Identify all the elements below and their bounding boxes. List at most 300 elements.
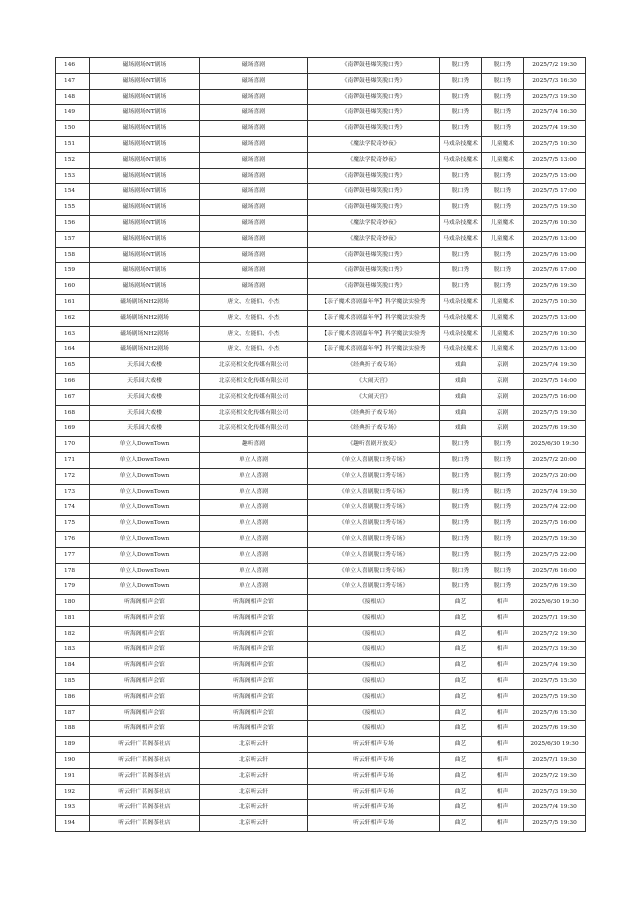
program-title-cell: 《南锣鼓巷爆笑脱口秀》 xyxy=(308,168,440,184)
category-cell: 曲艺 xyxy=(440,689,482,705)
venue-cell: 单立人DownTown xyxy=(90,452,200,468)
venue-cell: 磁场剧场NT剧场 xyxy=(90,152,200,168)
venue-cell: 磁场剧场NH2剧场 xyxy=(90,326,200,342)
venue-cell: 单立人DownTown xyxy=(90,547,200,563)
organizer-cell: 唐文、左能伯、小杰 xyxy=(200,310,308,326)
table-row xyxy=(56,689,586,705)
program-title-cell: 《经典折子戏专场》 xyxy=(308,421,440,437)
subcategory-cell: 相声 xyxy=(482,768,524,784)
table-row xyxy=(56,753,586,769)
showtime-cell: 2025/7/6 19:30 xyxy=(524,279,586,295)
venue-cell: 磁场剧场NT剧场 xyxy=(90,231,200,247)
category-cell: 曲艺 xyxy=(440,642,482,658)
program-title-cell: 《南锣鼓巷爆笑脱口秀》 xyxy=(308,105,440,121)
row-number: 160 xyxy=(56,279,90,295)
category-cell: 脱口秀 xyxy=(440,437,482,453)
row-number: 192 xyxy=(56,784,90,800)
showtime-cell: 2025/7/3 19:30 xyxy=(524,89,586,105)
category-cell: 戏曲 xyxy=(440,389,482,405)
organizer-cell: 唐文、左能伯、小杰 xyxy=(200,294,308,310)
showtime-cell: 2025/7/6 16:00 xyxy=(524,563,586,579)
subcategory-cell: 脱口秀 xyxy=(482,579,524,595)
subcategory-cell: 脱口秀 xyxy=(482,168,524,184)
showtime-cell: 2025/7/1 19:30 xyxy=(524,753,586,769)
organizer-cell: 北京听云轩 xyxy=(200,737,308,753)
category-cell: 脱口秀 xyxy=(440,263,482,279)
table-row xyxy=(56,389,586,405)
venue-cell: 单立人DownTown xyxy=(90,579,200,595)
venue-cell: 听云轩广茗阁茶社店 xyxy=(90,784,200,800)
showtime-cell: 2025/7/6 15:30 xyxy=(524,705,586,721)
row-number: 147 xyxy=(56,73,90,89)
organizer-cell: 北京听云轩 xyxy=(200,800,308,816)
venue-cell: 听海阁相声会馆 xyxy=(90,595,200,611)
subcategory-cell: 京剧 xyxy=(482,358,524,374)
subcategory-cell: 儿童魔术 xyxy=(482,294,524,310)
table-row xyxy=(56,452,586,468)
subcategory-cell: 相声 xyxy=(482,642,524,658)
row-number: 181 xyxy=(56,610,90,626)
table-row xyxy=(56,737,586,753)
table-row xyxy=(56,816,586,832)
subcategory-cell: 相声 xyxy=(482,626,524,642)
venue-cell: 磁场剧场NT剧场 xyxy=(90,168,200,184)
program-title-cell: 《单立人喜剧脱口秀专场》 xyxy=(308,452,440,468)
category-cell: 戏曲 xyxy=(440,405,482,421)
organizer-cell: 磁场喜剧 xyxy=(200,136,308,152)
organizer-cell: 听海阁相声会馆 xyxy=(200,595,308,611)
program-title-cell: 《接根店》 xyxy=(308,721,440,737)
showtime-cell: 2025/7/3 19:30 xyxy=(524,784,586,800)
program-title-cell: 《单立人喜剧脱口秀专场》 xyxy=(308,563,440,579)
category-cell: 脱口秀 xyxy=(440,184,482,200)
showtime-cell: 2025/7/6 19:30 xyxy=(524,579,586,595)
row-number: 159 xyxy=(56,263,90,279)
organizer-cell: 磁场喜剧 xyxy=(200,247,308,263)
table-row xyxy=(56,358,586,374)
subcategory-cell: 脱口秀 xyxy=(482,89,524,105)
table-row xyxy=(56,215,586,231)
showtime-cell: 2025/7/5 19:30 xyxy=(524,531,586,547)
row-number: 154 xyxy=(56,184,90,200)
organizer-cell: 北京亮相文化传媒有限公司 xyxy=(200,389,308,405)
row-number: 183 xyxy=(56,642,90,658)
program-title-cell: 《单立人喜剧脱口秀专场》 xyxy=(308,579,440,595)
category-cell: 戏曲 xyxy=(440,421,482,437)
venue-cell: 天乐园大戏楼 xyxy=(90,358,200,374)
table-row xyxy=(56,136,586,152)
category-cell: 脱口秀 xyxy=(440,547,482,563)
category-cell: 曲艺 xyxy=(440,816,482,832)
row-number: 186 xyxy=(56,689,90,705)
subcategory-cell: 相声 xyxy=(482,595,524,611)
row-number: 158 xyxy=(56,247,90,263)
table-row xyxy=(56,58,586,74)
venue-cell: 单立人DownTown xyxy=(90,468,200,484)
subcategory-cell: 京剧 xyxy=(482,421,524,437)
table-row xyxy=(56,121,586,137)
showtime-cell: 2025/7/2 19:30 xyxy=(524,626,586,642)
organizer-cell: 磁场喜剧 xyxy=(200,121,308,137)
category-cell: 曲艺 xyxy=(440,768,482,784)
organizer-cell: 单立人喜剧 xyxy=(200,452,308,468)
organizer-cell: 磁场喜剧 xyxy=(200,152,308,168)
subcategory-cell: 脱口秀 xyxy=(482,184,524,200)
table-row xyxy=(56,168,586,184)
subcategory-cell: 脱口秀 xyxy=(482,279,524,295)
subcategory-cell: 脱口秀 xyxy=(482,263,524,279)
organizer-cell: 北京亮相文化传媒有限公司 xyxy=(200,421,308,437)
program-title-cell: 【亲子魔术喜剧嘉年华】科学魔法实验秀 xyxy=(308,342,440,358)
subcategory-cell: 相声 xyxy=(482,753,524,769)
showtime-cell: 2025/7/2 19:30 xyxy=(524,768,586,784)
category-cell: 马戏杂技魔术 xyxy=(440,231,482,247)
venue-cell: 单立人DownTown xyxy=(90,500,200,516)
table-row xyxy=(56,721,586,737)
organizer-cell: 磁场喜剧 xyxy=(200,184,308,200)
subcategory-cell: 相声 xyxy=(482,674,524,690)
table-row xyxy=(56,705,586,721)
category-cell: 曲艺 xyxy=(440,658,482,674)
table-row xyxy=(56,642,586,658)
row-number: 190 xyxy=(56,753,90,769)
venue-cell: 单立人DownTown xyxy=(90,516,200,532)
table-row xyxy=(56,547,586,563)
category-cell: 马戏杂技魔术 xyxy=(440,136,482,152)
showtime-cell: 2025/7/4 19:30 xyxy=(524,658,586,674)
program-title-cell: 《魔法学院奇妙夜》 xyxy=(308,136,440,152)
row-number: 173 xyxy=(56,484,90,500)
program-title-cell: 《南锣鼓巷爆笑脱口秀》 xyxy=(308,279,440,295)
showtime-cell: 2025/7/6 13:00 xyxy=(524,231,586,247)
table-row xyxy=(56,468,586,484)
program-title-cell: 《接根店》 xyxy=(308,642,440,658)
row-number: 188 xyxy=(56,721,90,737)
organizer-cell: 磁场喜剧 xyxy=(200,215,308,231)
venue-cell: 磁场剧场NT剧场 xyxy=(90,184,200,200)
row-number: 148 xyxy=(56,89,90,105)
showtime-cell: 2025/7/4 19:30 xyxy=(524,800,586,816)
organizer-cell: 单立人喜剧 xyxy=(200,531,308,547)
showtime-cell: 2025/7/3 20:00 xyxy=(524,468,586,484)
showtime-cell: 2025/7/5 19:30 xyxy=(524,689,586,705)
organizer-cell: 磁场喜剧 xyxy=(200,200,308,216)
table-row xyxy=(56,294,586,310)
row-number: 163 xyxy=(56,326,90,342)
program-title-cell: 《南锣鼓巷爆笑脱口秀》 xyxy=(308,58,440,74)
subcategory-cell: 儿童魔术 xyxy=(482,310,524,326)
row-number: 189 xyxy=(56,737,90,753)
venue-cell: 天乐园大戏楼 xyxy=(90,373,200,389)
program-title-cell: 《南锣鼓巷爆笑脱口秀》 xyxy=(308,121,440,137)
category-cell: 脱口秀 xyxy=(440,105,482,121)
category-cell: 曲艺 xyxy=(440,674,482,690)
row-number: 172 xyxy=(56,468,90,484)
table-row xyxy=(56,247,586,263)
venue-cell: 磁场剧场NH2剧场 xyxy=(90,294,200,310)
table-row xyxy=(56,200,586,216)
row-number: 156 xyxy=(56,215,90,231)
program-title-cell: 《接根店》 xyxy=(308,658,440,674)
organizer-cell: 单立人喜剧 xyxy=(200,500,308,516)
table-row xyxy=(56,516,586,532)
category-cell: 马戏杂技魔术 xyxy=(440,152,482,168)
row-number: 193 xyxy=(56,800,90,816)
row-number: 152 xyxy=(56,152,90,168)
showtime-cell: 2025/7/5 17:00 xyxy=(524,184,586,200)
category-cell: 脱口秀 xyxy=(440,58,482,74)
row-number: 185 xyxy=(56,674,90,690)
venue-cell: 听海阁相声会馆 xyxy=(90,705,200,721)
venue-cell: 磁场剧场NT剧场 xyxy=(90,73,200,89)
subcategory-cell: 脱口秀 xyxy=(482,437,524,453)
showtime-cell: 2025/7/5 10:30 xyxy=(524,294,586,310)
subcategory-cell: 脱口秀 xyxy=(482,563,524,579)
category-cell: 脱口秀 xyxy=(440,563,482,579)
showtime-cell: 2025/7/5 10:30 xyxy=(524,136,586,152)
venue-cell: 单立人DownTown xyxy=(90,531,200,547)
row-number: 162 xyxy=(56,310,90,326)
category-cell: 曲艺 xyxy=(440,800,482,816)
venue-cell: 磁场剧场NT剧场 xyxy=(90,58,200,74)
row-number: 146 xyxy=(56,58,90,74)
program-title-cell: 《经典折子戏专场》 xyxy=(308,405,440,421)
organizer-cell: 听海阁相声会馆 xyxy=(200,721,308,737)
row-number: 166 xyxy=(56,373,90,389)
organizer-cell: 唐文、左能伯、小杰 xyxy=(200,326,308,342)
category-cell: 脱口秀 xyxy=(440,168,482,184)
venue-cell: 听海阁相声会馆 xyxy=(90,721,200,737)
venue-cell: 听海阁相声会馆 xyxy=(90,610,200,626)
category-cell: 曲艺 xyxy=(440,705,482,721)
category-cell: 曲艺 xyxy=(440,784,482,800)
program-title-cell: 《单立人喜剧脱口秀专场》 xyxy=(308,547,440,563)
category-cell: 脱口秀 xyxy=(440,89,482,105)
category-cell: 脱口秀 xyxy=(440,579,482,595)
venue-cell: 天乐园大戏楼 xyxy=(90,389,200,405)
row-number: 150 xyxy=(56,121,90,137)
venue-cell: 听海阁相声会馆 xyxy=(90,658,200,674)
row-number: 179 xyxy=(56,579,90,595)
subcategory-cell: 相声 xyxy=(482,737,524,753)
showtime-cell: 2025/6/30 19:30 xyxy=(524,595,586,611)
table-row xyxy=(56,658,586,674)
row-number: 187 xyxy=(56,705,90,721)
subcategory-cell: 脱口秀 xyxy=(482,247,524,263)
table-row xyxy=(56,563,586,579)
showtime-cell: 2025/7/5 15:30 xyxy=(524,674,586,690)
showtime-cell: 2025/7/5 16:00 xyxy=(524,389,586,405)
venue-cell: 磁场剧场NT剧场 xyxy=(90,105,200,121)
organizer-cell: 磁场喜剧 xyxy=(200,89,308,105)
showtime-cell: 2025/7/5 13:00 xyxy=(524,152,586,168)
venue-cell: 听海阁相声会馆 xyxy=(90,626,200,642)
venue-cell: 听云轩广茗阁茶社店 xyxy=(90,800,200,816)
subcategory-cell: 相声 xyxy=(482,705,524,721)
organizer-cell: 北京亮相文化传媒有限公司 xyxy=(200,405,308,421)
row-number: 157 xyxy=(56,231,90,247)
program-title-cell: 《单立人喜剧脱口秀专场》 xyxy=(308,468,440,484)
category-cell: 脱口秀 xyxy=(440,516,482,532)
subcategory-cell: 脱口秀 xyxy=(482,531,524,547)
program-title-cell: 《魔法学院奇妙夜》 xyxy=(308,215,440,231)
showtime-cell: 2025/7/5 22:00 xyxy=(524,547,586,563)
organizer-cell: 北京亮相文化传媒有限公司 xyxy=(200,373,308,389)
subcategory-cell: 相声 xyxy=(482,658,524,674)
row-number: 170 xyxy=(56,437,90,453)
organizer-cell: 单立人喜剧 xyxy=(200,516,308,532)
subcategory-cell: 儿童魔术 xyxy=(482,342,524,358)
program-title-cell: 《趣听喜剧开放麦》 xyxy=(308,437,440,453)
showtime-cell: 2025/7/5 16:00 xyxy=(524,516,586,532)
program-title-cell: 听云轩相声专场 xyxy=(308,737,440,753)
program-title-cell: 《南锣鼓巷爆笑脱口秀》 xyxy=(308,263,440,279)
category-cell: 脱口秀 xyxy=(440,247,482,263)
venue-cell: 磁场剧场NT剧场 xyxy=(90,279,200,295)
venue-cell: 听云轩广茗阁茶社店 xyxy=(90,737,200,753)
showtime-cell: 2025/7/2 20:00 xyxy=(524,452,586,468)
subcategory-cell: 京剧 xyxy=(482,389,524,405)
organizer-cell: 磁场喜剧 xyxy=(200,73,308,89)
organizer-cell: 北京听云轩 xyxy=(200,816,308,832)
program-title-cell: 【亲子魔术喜剧嘉年华】科学魔法实验秀 xyxy=(308,294,440,310)
subcategory-cell: 儿童魔术 xyxy=(482,136,524,152)
organizer-cell: 磁场喜剧 xyxy=(200,168,308,184)
organizer-cell: 磁场喜剧 xyxy=(200,263,308,279)
organizer-cell: 唐文、左能伯、小杰 xyxy=(200,342,308,358)
category-cell: 曲艺 xyxy=(440,626,482,642)
subcategory-cell: 京剧 xyxy=(482,373,524,389)
venue-cell: 听云轩广茗阁茶社店 xyxy=(90,768,200,784)
table-row xyxy=(56,279,586,295)
category-cell: 脱口秀 xyxy=(440,121,482,137)
table-row xyxy=(56,105,586,121)
organizer-cell: 磁场喜剧 xyxy=(200,279,308,295)
table-row xyxy=(56,326,586,342)
row-number: 184 xyxy=(56,658,90,674)
program-title-cell: 【亲子魔术喜剧嘉年华】科学魔法实验秀 xyxy=(308,326,440,342)
program-title-cell: 《单立人喜剧脱口秀专场》 xyxy=(308,500,440,516)
subcategory-cell: 脱口秀 xyxy=(482,73,524,89)
subcategory-cell: 脱口秀 xyxy=(482,516,524,532)
venue-cell: 磁场剧场NT剧场 xyxy=(90,121,200,137)
showtime-cell: 2025/7/6 15:00 xyxy=(524,247,586,263)
organizer-cell: 听海阁相声会馆 xyxy=(200,610,308,626)
program-title-cell: 听云轩相声专场 xyxy=(308,800,440,816)
organizer-cell: 单立人喜剧 xyxy=(200,547,308,563)
subcategory-cell: 脱口秀 xyxy=(482,468,524,484)
organizer-cell: 北京听云轩 xyxy=(200,753,308,769)
category-cell: 脱口秀 xyxy=(440,531,482,547)
showtime-cell: 2025/7/3 16:30 xyxy=(524,73,586,89)
category-cell: 曲艺 xyxy=(440,737,482,753)
category-cell: 脱口秀 xyxy=(440,484,482,500)
organizer-cell: 听海阁相声会馆 xyxy=(200,689,308,705)
venue-cell: 磁场剧场NT剧场 xyxy=(90,136,200,152)
organizer-cell: 听海阁相声会馆 xyxy=(200,674,308,690)
showtime-cell: 2025/7/6 10:30 xyxy=(524,215,586,231)
venue-cell: 听海阁相声会馆 xyxy=(90,689,200,705)
venue-cell: 单立人DownTown xyxy=(90,484,200,500)
category-cell: 戏曲 xyxy=(440,358,482,374)
subcategory-cell: 脱口秀 xyxy=(482,121,524,137)
venue-cell: 磁场剧场NH2剧场 xyxy=(90,342,200,358)
table-row xyxy=(56,768,586,784)
program-title-cell: 《单立人喜剧脱口秀专场》 xyxy=(308,531,440,547)
program-title-cell: 《南锣鼓巷爆笑脱口秀》 xyxy=(308,73,440,89)
table-row xyxy=(56,231,586,247)
table-row xyxy=(56,610,586,626)
table-row xyxy=(56,263,586,279)
program-title-cell: 《大闹天宫》 xyxy=(308,389,440,405)
table-row xyxy=(56,342,586,358)
schedule-table-body xyxy=(56,58,586,832)
subcategory-cell: 相声 xyxy=(482,816,524,832)
venue-cell: 磁场剧场NH2剧场 xyxy=(90,310,200,326)
category-cell: 马戏杂技魔术 xyxy=(440,294,482,310)
organizer-cell: 单立人喜剧 xyxy=(200,484,308,500)
table-row xyxy=(56,184,586,200)
row-number: 169 xyxy=(56,421,90,437)
showtime-cell: 2025/7/6 13:00 xyxy=(524,342,586,358)
organizer-cell: 北京听云轩 xyxy=(200,784,308,800)
row-number: 151 xyxy=(56,136,90,152)
row-number: 180 xyxy=(56,595,90,611)
row-number: 161 xyxy=(56,294,90,310)
table-row xyxy=(56,784,586,800)
row-number: 168 xyxy=(56,405,90,421)
row-number: 191 xyxy=(56,768,90,784)
subcategory-cell: 脱口秀 xyxy=(482,200,524,216)
table-row xyxy=(56,152,586,168)
table-row xyxy=(56,595,586,611)
table-row xyxy=(56,579,586,595)
showtime-cell: 2025/7/5 19:30 xyxy=(524,200,586,216)
showtime-cell: 2025/7/5 14:00 xyxy=(524,373,586,389)
program-title-cell: 《接根店》 xyxy=(308,610,440,626)
showtime-cell: 2025/7/1 19:30 xyxy=(524,610,586,626)
row-number: 164 xyxy=(56,342,90,358)
venue-cell: 听云轩广茗阁茶社店 xyxy=(90,816,200,832)
subcategory-cell: 儿童魔术 xyxy=(482,152,524,168)
category-cell: 曲艺 xyxy=(440,721,482,737)
row-number: 165 xyxy=(56,358,90,374)
program-title-cell: 《魔法学院奇妙夜》 xyxy=(308,231,440,247)
subcategory-cell: 相声 xyxy=(482,800,524,816)
table-row xyxy=(56,421,586,437)
row-number: 153 xyxy=(56,168,90,184)
row-number: 171 xyxy=(56,452,90,468)
table-row xyxy=(56,89,586,105)
showtime-cell: 2025/7/4 19:30 xyxy=(524,484,586,500)
showtime-cell: 2025/7/4 22:00 xyxy=(524,500,586,516)
showtime-cell: 2025/6/30 19:30 xyxy=(524,737,586,753)
organizer-cell: 趣听喜剧 xyxy=(200,437,308,453)
subcategory-cell: 脱口秀 xyxy=(482,105,524,121)
table-row xyxy=(56,437,586,453)
showtime-cell: 2025/7/5 13:00 xyxy=(524,310,586,326)
table-row xyxy=(56,674,586,690)
venue-cell: 听云轩广茗阁茶社店 xyxy=(90,753,200,769)
subcategory-cell: 相声 xyxy=(482,610,524,626)
venue-cell: 磁场剧场NT剧场 xyxy=(90,215,200,231)
subcategory-cell: 儿童魔术 xyxy=(482,231,524,247)
showtime-cell: 2025/7/2 19:30 xyxy=(524,58,586,74)
program-title-cell: 《单立人喜剧脱口秀专场》 xyxy=(308,484,440,500)
showtime-cell: 2025/7/5 19:30 xyxy=(524,816,586,832)
row-number: 178 xyxy=(56,563,90,579)
category-cell: 曲艺 xyxy=(440,610,482,626)
